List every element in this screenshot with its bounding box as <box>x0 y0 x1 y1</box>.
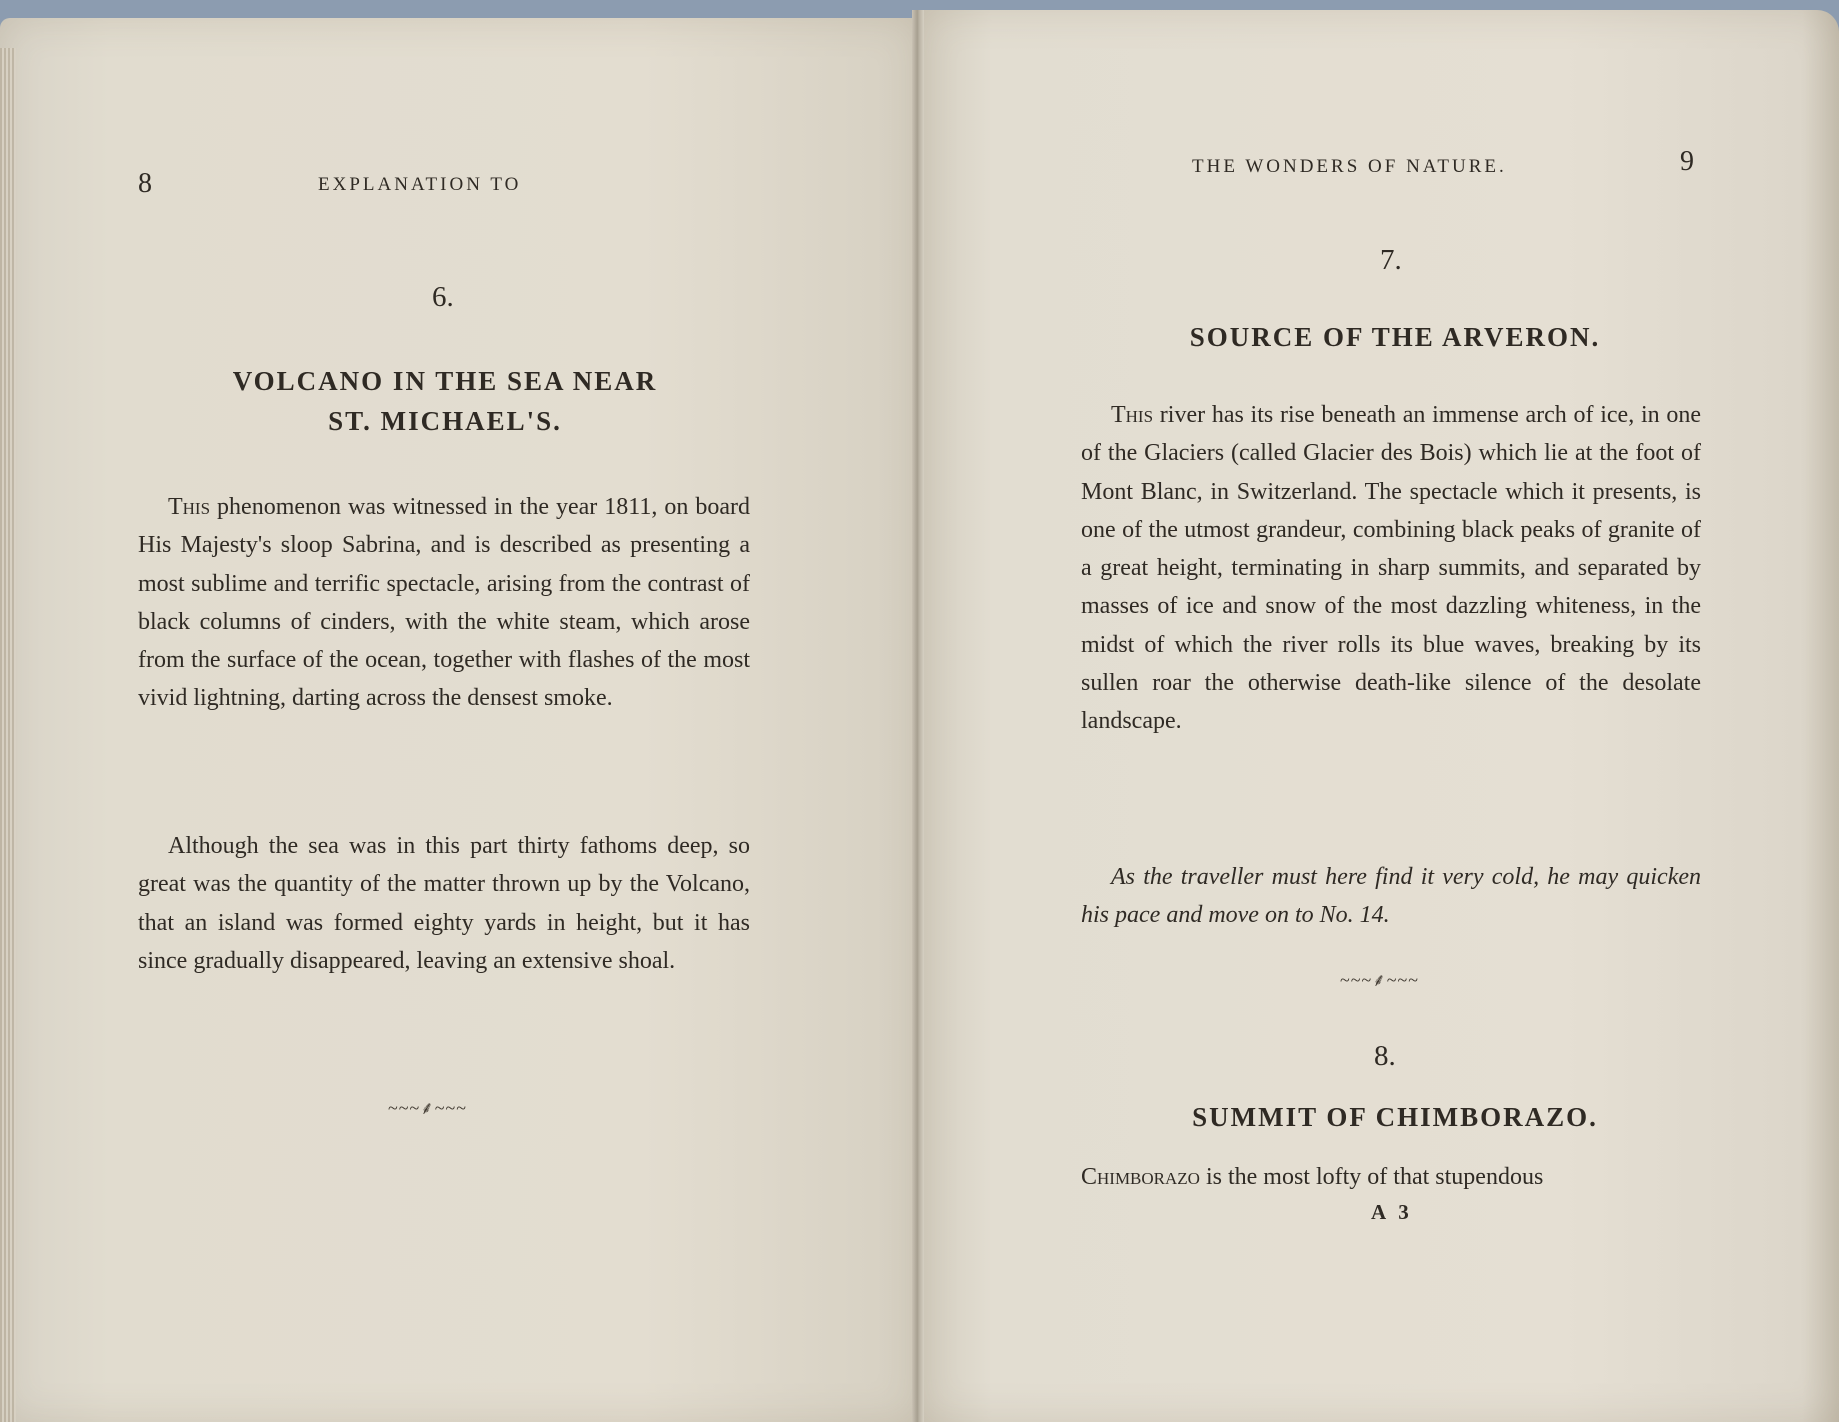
left-para1-text: phenomenon was witnessed in the year 1811, on board His Majesty's sloop Sabrina, and is described as presenting a most sublime and terrific spectacle, arising from the contrast of black columns of cinders, with the white steam, which arose from the surface of the ocean, together with flashes of the most vivid lightning, darting across the densest smoke. <box>138 494 750 712</box>
right-section-number-2: 8. <box>1374 1040 1396 1072</box>
left-page-number: 8 <box>138 168 152 199</box>
left-running-head: EXPLANATION TO <box>318 174 522 195</box>
right-title-2: SUMMIT OF CHIMBORAZO. <box>1192 1102 1598 1132</box>
right-para1-text: river has its rise beneath an immense arch of ice, in one of the Glaciers (called Glacier des Bois) which lie at the foot of Mont Blanc, in Switzerland. The spectacle which it presents, is one of the utmost grandeur, combining black peaks of granite of a great height, terminating in sharp summits, and separated by masses of ice and snow of the most dazzling whiteness, in the midst of which the river rolls its blue waves, breaking by its sullen roar the otherwise death-like silence of the desolate landscape. <box>1081 402 1701 735</box>
right-section-number: 7. <box>1380 244 1402 276</box>
right-para3-lead: Chimborazo <box>1081 1164 1200 1190</box>
right-paragraph-1 <box>1081 396 1701 741</box>
left-title-line2: ST. MICHAEL'S. <box>328 406 562 436</box>
right-para3-text: is the most lofty of that stupendous <box>1199 1164 1544 1190</box>
right-running-head: THE WONDERS OF NATURE. <box>1192 156 1507 177</box>
left-page <box>0 18 918 1422</box>
book-gutter <box>912 10 924 1422</box>
right-paragraph-3 <box>1081 1158 1701 1196</box>
left-title-line1: VOLCANO IN THE SEA NEAR <box>232 366 658 396</box>
right-italic-note: As the traveller must here find it very cold, he may quicken his pace and move on to No. 14. <box>1081 864 1701 929</box>
right-page-number: 9 <box>1680 146 1694 177</box>
page-edges <box>0 48 16 1422</box>
signature-mark: A 3 <box>1371 1200 1413 1224</box>
right-title: SOURCE OF THE ARVERON. <box>1189 322 1601 352</box>
left-section-number: 6. <box>432 281 454 313</box>
left-para1-lead: This <box>168 494 211 520</box>
right-para1-lead: This <box>1111 402 1154 428</box>
right-ornament: ~~~⸙~~~ <box>1340 970 1419 990</box>
left-paragraph-2: Although the sea was in this part thirty fathoms deep, so great was the quantity of the matter thrown up by the Volcano, that an island was formed eighty yards in height, but it has since gradually disappeared, leaving an extensive shoal. <box>138 833 750 974</box>
left-paragraph-1 <box>138 488 750 718</box>
left-ornament: ~~~⸙~~~ <box>388 1098 467 1118</box>
